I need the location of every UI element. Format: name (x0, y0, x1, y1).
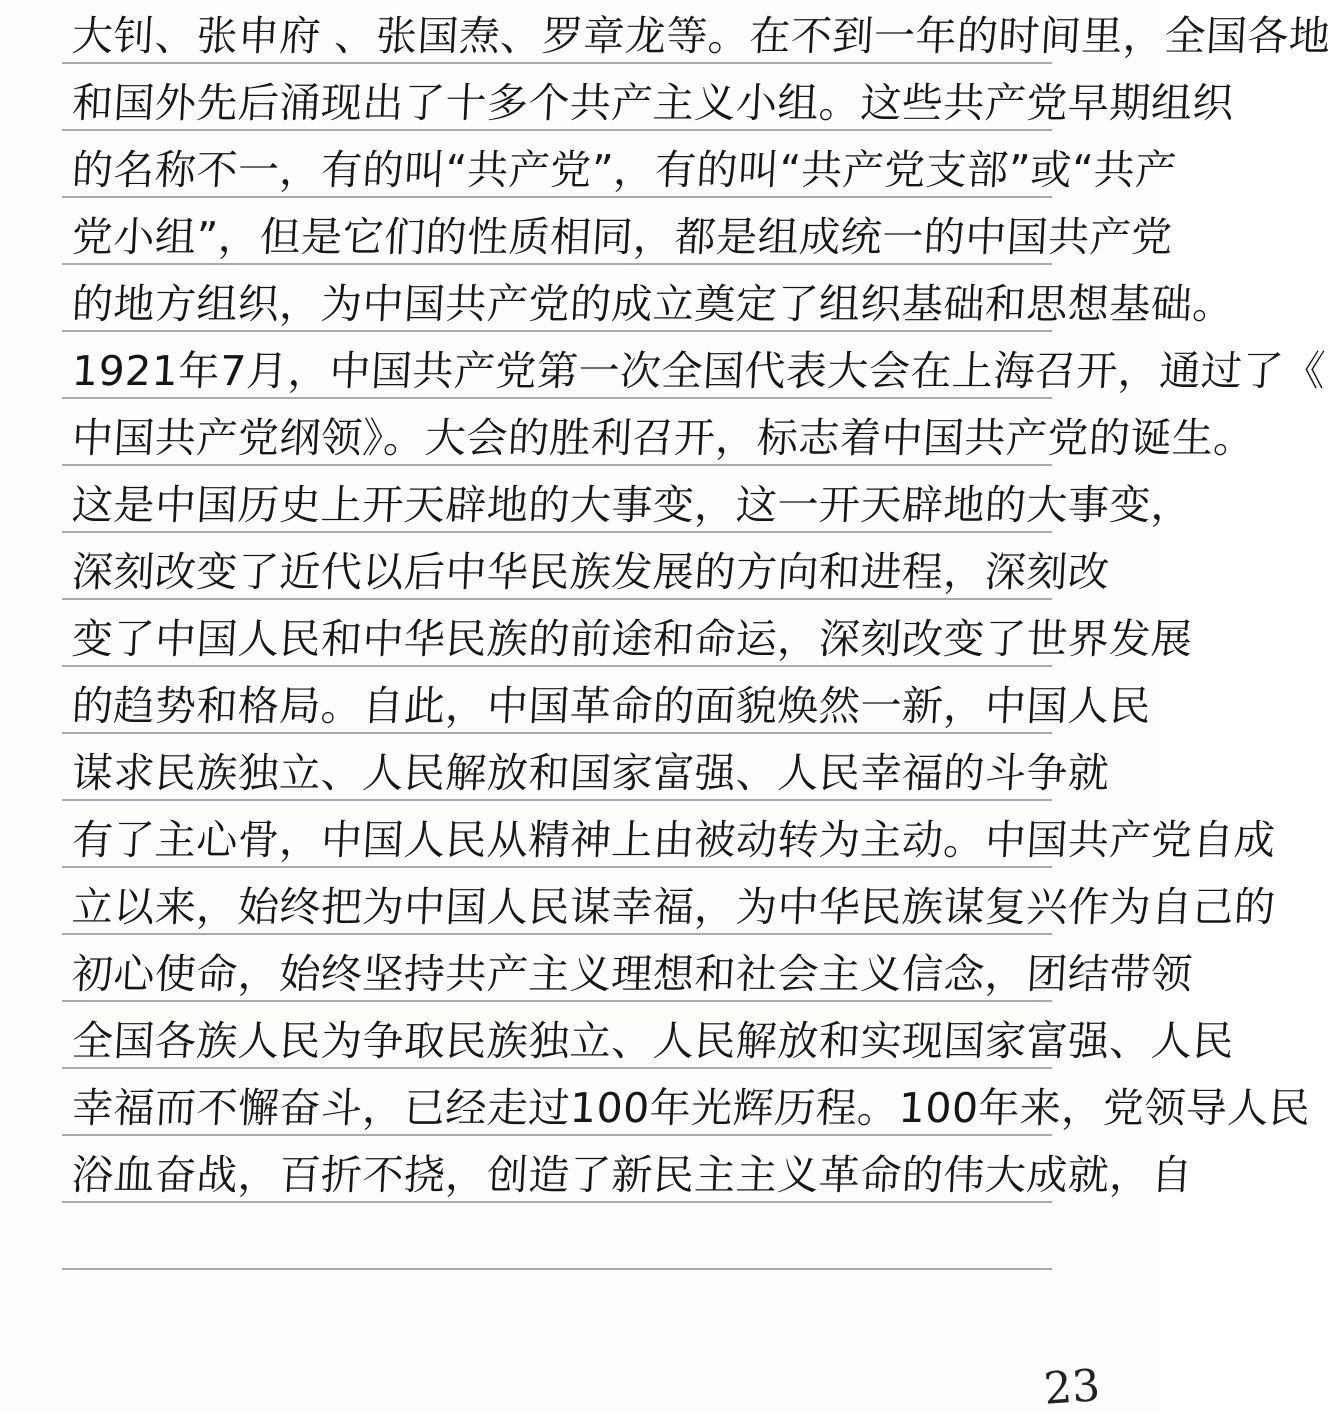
text-line: 的名称不一，有的叫“共产党”，有的叫“共产党支部”或“共产 (70, 146, 1178, 194)
text-line: 大钊、张申府 、张国焘、罗章龙等。在不到一年的时间里，全国各地 (70, 12, 1332, 60)
page-number: 23 (1042, 1360, 1102, 1415)
text-line: 的地方组织，为中国共产党的成立奠定了组织基础和思想基础。 (70, 280, 1236, 328)
text-line: 全国各族人民为争取民族独立、人民解放和实现国家富强、人民 (70, 1017, 1236, 1065)
text-line: 浴血奋战，百折不挠，创造了新民主主义革命的伟大成就，自 (70, 1151, 1194, 1199)
text-line: 党小组”，但是它们的性质相同，都是组成统一的中国共产党 (70, 213, 1175, 261)
text-line: 和国外先后涌现出了十多个共产主义小组。这些共产党早期组织 (70, 79, 1236, 127)
text-line: 幸福而不懈奋斗，已经走过100年光辉历程。100年来，党领导人民 (70, 1084, 1312, 1132)
text-line: 初心使命，始终坚持共产主义理想和社会主义信念，团结带领 (70, 950, 1194, 998)
text-line: 这是中国历史上开天辟地的大事变，这一开天辟地的大事变， (70, 481, 1194, 529)
text-line: 有了主心骨，中国人民从精神上由被动转为主动。中国共产党自成 (70, 816, 1277, 864)
text-line: 深刻改变了近代以后中华民族发展的方向和进程，深刻改 (70, 548, 1111, 596)
text-line: 立以来，始终把为中国人民谋幸福，为中华民族谋复兴作为自己的 (70, 883, 1277, 931)
text-line: 1921年7月，中国共产党第一次全国代表大会在上海召开，通过了《 (70, 347, 1327, 395)
text-line: 的趋势和格局。自此，中国革命的面貌焕然一新，中国人民 (70, 682, 1153, 730)
text-line: 中国共产党纲领》。大会的胜利召开，标志着中国共产党的诞生。 (70, 414, 1257, 462)
text-line: 变了中国人民和中华民族的前途和命运，深刻改变了世界发展 (70, 615, 1194, 663)
text-line: 谋求民族独立、人民解放和国家富强、人民幸福的斗争就 (70, 749, 1111, 797)
